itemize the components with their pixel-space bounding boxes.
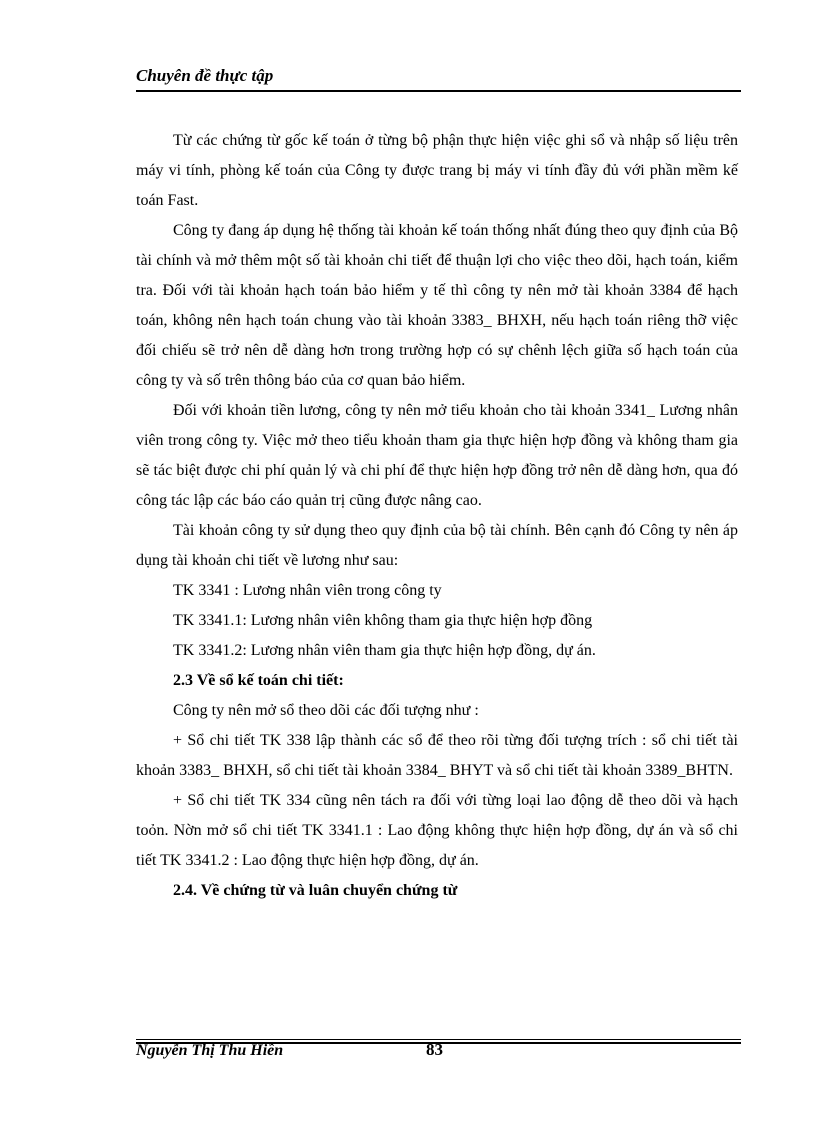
header-divider — [136, 90, 741, 92]
account-line-3341-1: TK 3341.1: Lương nhân viên không tham gia thực hiện hợp đồng — [173, 612, 593, 629]
document-header-title: Chuyên đề thực tập — [136, 66, 274, 85]
account-line-3341: TK 3341 : Lương nhân viên trong công ty — [173, 582, 442, 599]
footer-author-name: Nguyễn Thị Thu Hiền — [136, 1042, 284, 1059]
page-number: 83 — [426, 1040, 443, 1059]
paragraph-5: Công ty nên mở sổ theo dõi các đối tượng như : — [173, 702, 479, 719]
paragraph-7: + Sổ chi tiết TK 334 cũng nên tách ra đối với từng loại lao động dễ theo dõi và hạch toỏn. Nờn mở sổ chi tiết TK 3341.1 : Lao động không thực hiện hợp đồng, dự án và sổ chi tiết TK 3341.2 : Lao động thực hiện hợp đồng, dự án. — [136, 792, 738, 869]
section-heading-2-3: 2.3 Về sổ kế toán chi tiết: — [173, 672, 344, 689]
account-line-3341-2: TK 3341.2: Lương nhân viên tham gia thực hiện hợp đồng, dự án. — [173, 642, 596, 659]
paragraph-4: Tài khoản công ty sử dụng theo quy định của bộ tài chính. Bên cạnh đó Công ty nên áp dụng tài khoản chi tiết về lương như sau: — [136, 522, 738, 569]
document-body — [136, 126, 738, 906]
paragraph-6: + Sổ chi tiết TK 338 lập thành các sổ để theo rõi từng đối tượng trích : sổ chi tiết tài khoản 3383_ BHXH, sổ chi tiết tài khoản 3384_ BHYT và sổ chi tiết tài khoản 3389_BHTN. — [136, 732, 738, 779]
section-heading-2-4: 2.4. Về chứng từ và luân chuyển chứng từ — [173, 882, 458, 899]
paragraph-2: Công ty đang áp dụng hệ thống tài khoản kế toán thống nhất đúng theo quy định của Bộ tài chính và mở thêm một số tài khoản chi tiết để thuận lợi cho việc theo dõi, hạch toán, kiểm tra. Đối với tài khoản hạch toán bảo hiểm y tế thì công ty nên mở tài khoản 3384 để hạch toán, không nên hạch toán chung vào tài khoản 3383_ BHXH, nếu hạch toán riêng thỡ việc đối chiếu sẽ trở nên dễ dàng hơn trong trường hợp có sự chênh lệch giữa số hạch toán của công ty và số trên thông báo của cơ quan bảo hiểm. — [136, 222, 738, 389]
paragraph-3: Đối với khoản tiền lương, công ty nên mở tiểu khoản cho tài khoản 3341_ Lương nhân viên trong công ty. Việc mở theo tiểu khoản tham gia thực hiện hợp đồng và không tham gia sẽ tác biệt được chi phí quản lý và chi phí để thực hiện hợp đồng trở nên dễ dàng hơn, qua đó công tác lập các báo cáo quản trị cũng được nâng cao. — [136, 402, 738, 509]
paragraph-1: Từ các chứng từ gốc kế toán ở từng bộ phận thực hiện việc ghi sổ và nhập số liệu trên máy vi tính, phòng kế toán của Công ty được trang bị máy vi tính đầy đủ với phần mềm kế toán Fast. — [136, 132, 738, 209]
